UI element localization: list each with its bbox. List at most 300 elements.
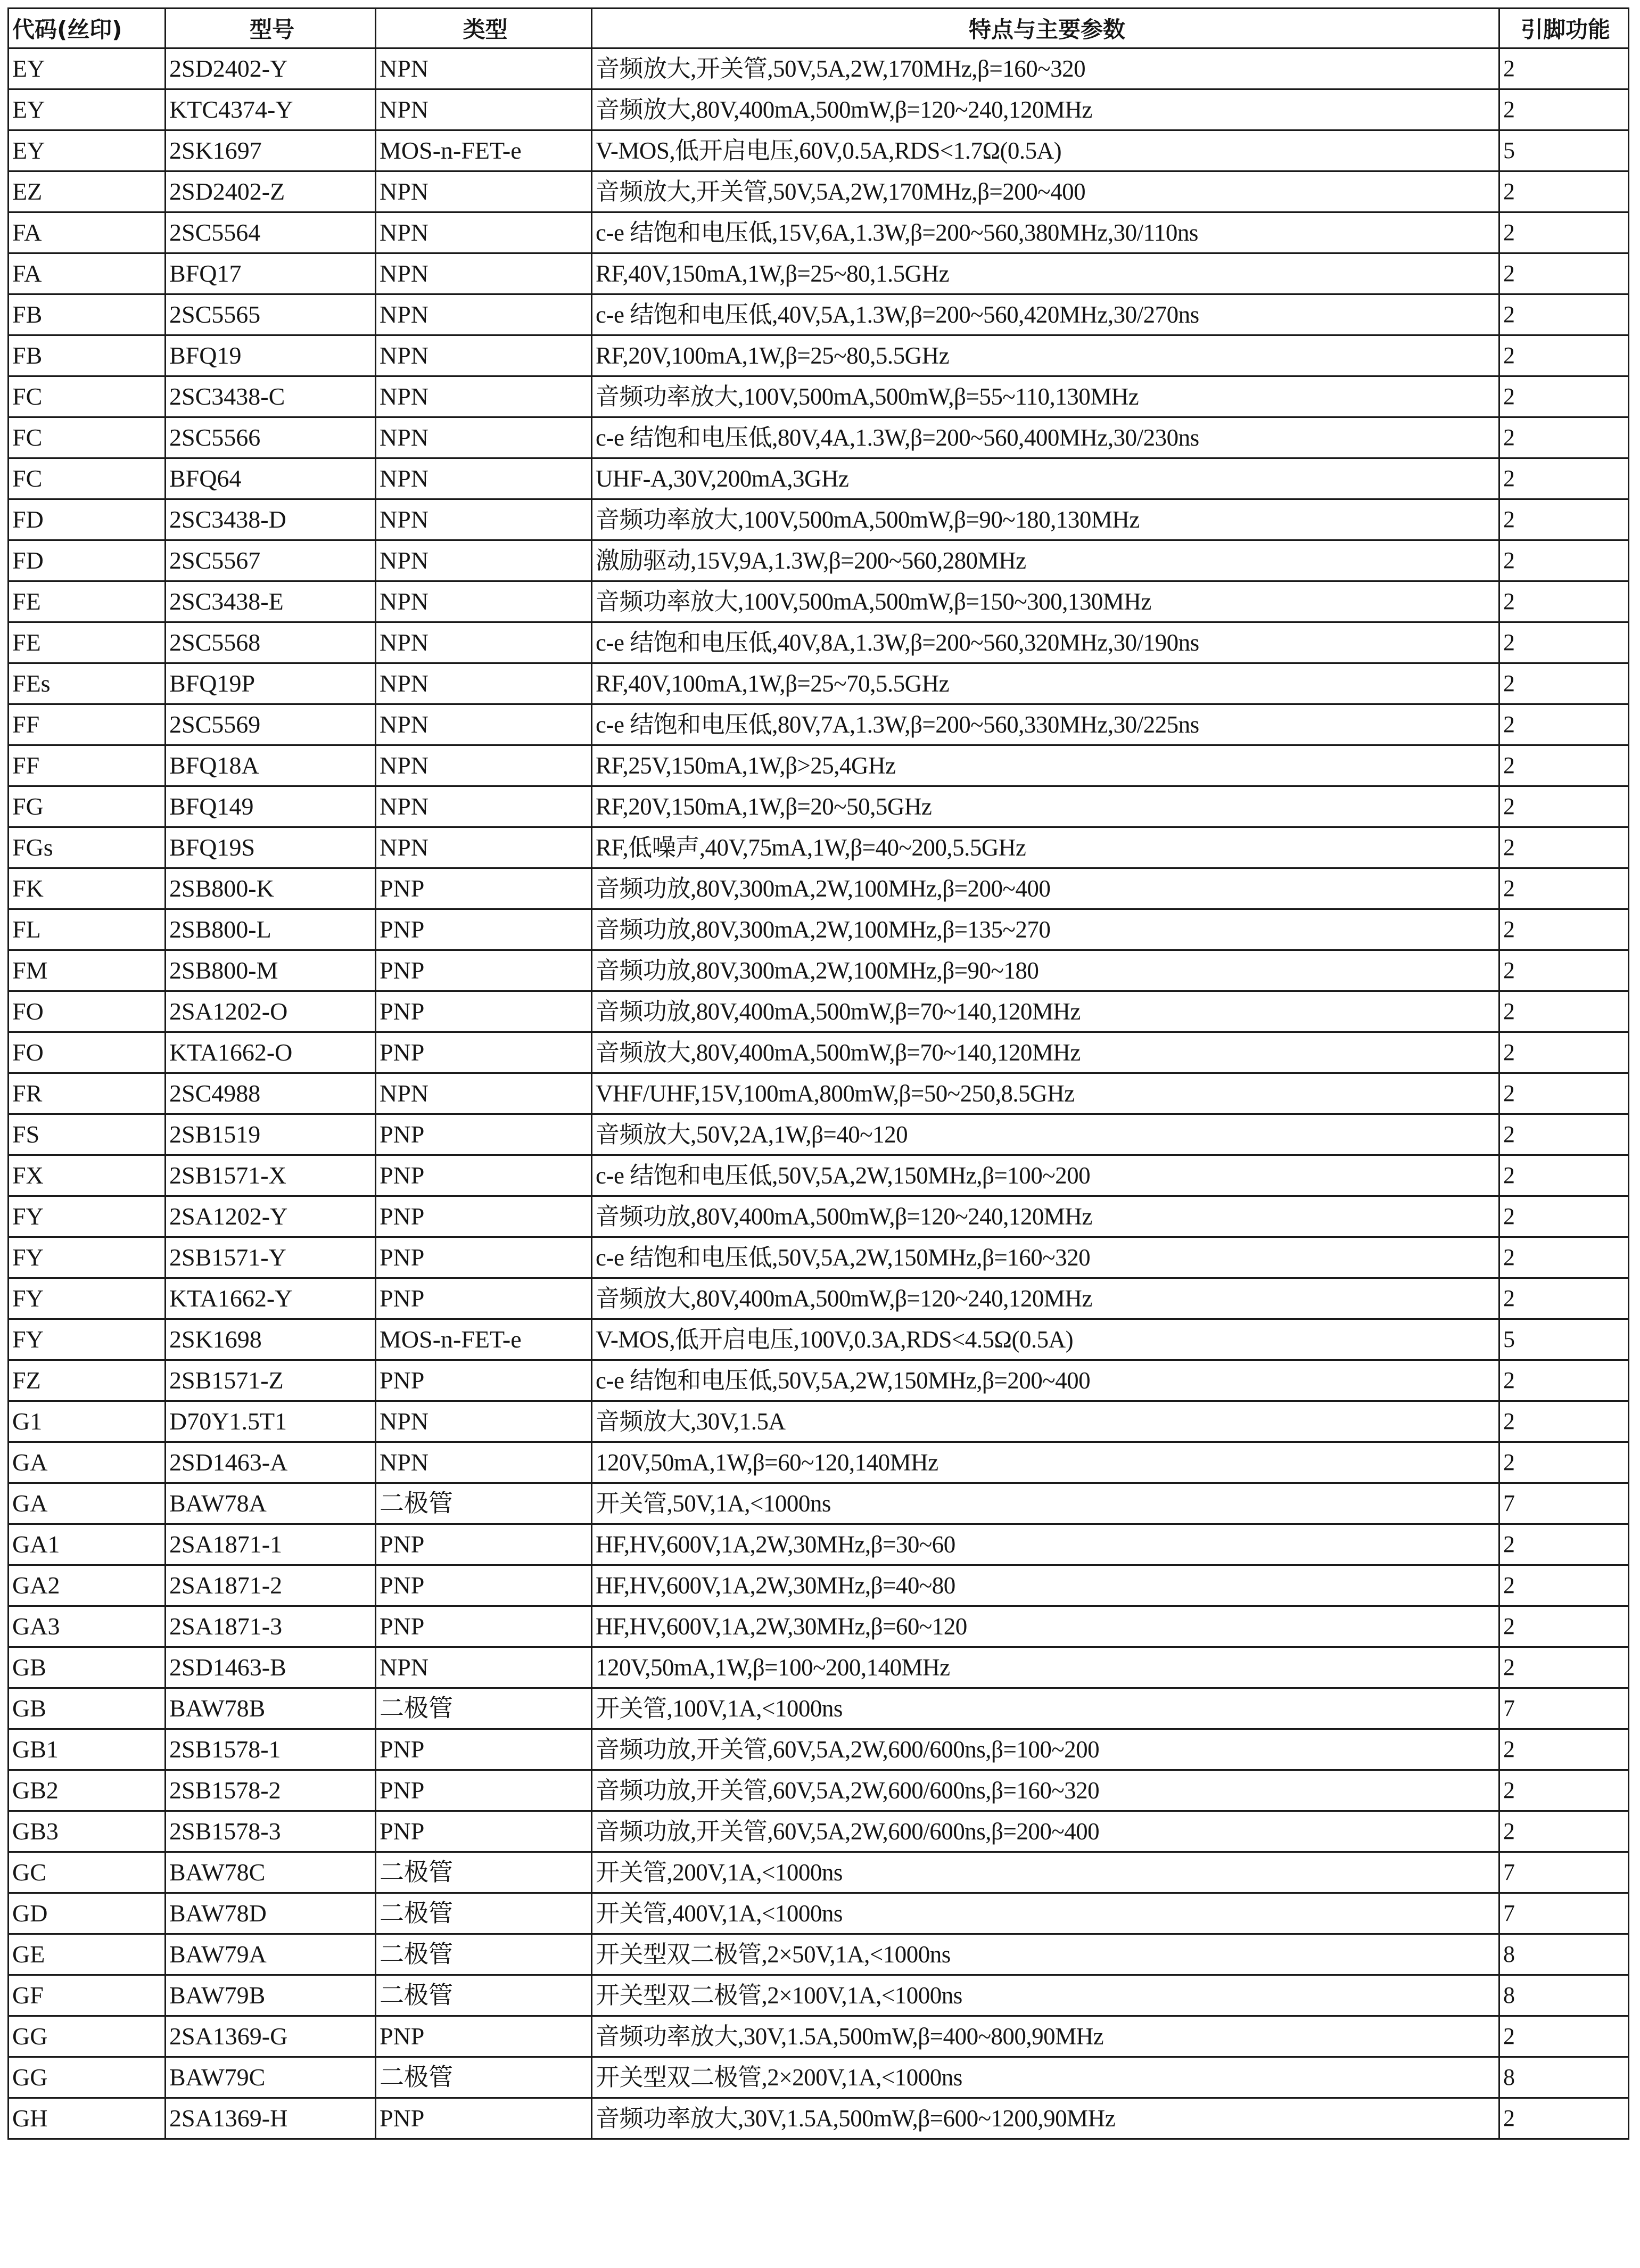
- cell-model: KTC4374-Y: [166, 89, 376, 130]
- cell-pin: 2: [1499, 1606, 1629, 1647]
- cell-spec: 音频放大,开关管,50V,5A,2W,170MHz,β=200~400: [592, 171, 1499, 212]
- cell-code: FB: [9, 294, 166, 335]
- cell-code: FC: [9, 376, 166, 417]
- cell-code: FY: [9, 1319, 166, 1360]
- cell-code: FF: [9, 704, 166, 745]
- table-row: [9, 1975, 1629, 2016]
- cell-model: BAW78B: [166, 1688, 376, 1729]
- cell-code: GE: [9, 1934, 166, 1975]
- cell-type: NPN: [376, 212, 592, 253]
- cell-code: FEs: [9, 663, 166, 704]
- cell-pin: 2: [1499, 1565, 1629, 1606]
- cell-code: GA1: [9, 1524, 166, 1565]
- cell-model: KTA1662-O: [166, 1032, 376, 1073]
- cell-code: G1: [9, 1401, 166, 1442]
- cell-type: PNP: [376, 1155, 592, 1196]
- cell-spec: 音频功放,80V,400mA,500mW,β=120~240,120MHz: [592, 1196, 1499, 1237]
- cell-pin: 7: [1499, 1688, 1629, 1729]
- cell-model: 2SC5569: [166, 704, 376, 745]
- cell-code: FGs: [9, 827, 166, 868]
- cell-code: FX: [9, 1155, 166, 1196]
- cell-pin: 2: [1499, 868, 1629, 909]
- cell-type: NPN: [376, 704, 592, 745]
- cell-model: BAW79C: [166, 2057, 376, 2098]
- cell-code: EZ: [9, 171, 166, 212]
- table-row: [9, 2016, 1629, 2057]
- table-header-row: [9, 9, 1629, 48]
- cell-pin: 2: [1499, 1401, 1629, 1442]
- cell-type: PNP: [376, 1278, 592, 1319]
- cell-model: 2SA1871-2: [166, 1565, 376, 1606]
- cell-type: NPN: [376, 540, 592, 581]
- table-row: [9, 827, 1629, 868]
- table-row: [9, 130, 1629, 171]
- cell-model: 2SC5566: [166, 417, 376, 458]
- cell-spec: c-e 结饱和电压低,50V,5A,2W,150MHz,β=100~200: [592, 1155, 1499, 1196]
- cell-pin: 2: [1499, 1811, 1629, 1852]
- table-row: [9, 1893, 1629, 1934]
- cell-pin: 2: [1499, 294, 1629, 335]
- cell-spec: 激励驱动,15V,9A,1.3W,β=200~560,280MHz: [592, 540, 1499, 581]
- cell-model: BFQ19P: [166, 663, 376, 704]
- cell-code: FL: [9, 909, 166, 950]
- cell-model: 2SC5565: [166, 294, 376, 335]
- cell-pin: 2: [1499, 48, 1629, 89]
- cell-model: BFQ149: [166, 786, 376, 827]
- cell-code: FK: [9, 868, 166, 909]
- cell-model: 2SB1578-3: [166, 1811, 376, 1852]
- cell-code: EY: [9, 130, 166, 171]
- cell-type: PNP: [376, 1114, 592, 1155]
- cell-type: PNP: [376, 1196, 592, 1237]
- header-type: 类型: [376, 9, 592, 48]
- cell-model: 2SK1697: [166, 130, 376, 171]
- cell-spec: 音频放大,50V,2A,1W,β=40~120: [592, 1114, 1499, 1155]
- cell-code: GC: [9, 1852, 166, 1893]
- cell-model: BAW78C: [166, 1852, 376, 1893]
- cell-type: 二极管: [376, 1483, 592, 1524]
- cell-pin: 8: [1499, 2057, 1629, 2098]
- cell-spec: 开关管,50V,1A,<1000ns: [592, 1483, 1499, 1524]
- cell-pin: 2: [1499, 786, 1629, 827]
- cell-type: PNP: [376, 1729, 592, 1770]
- cell-model: 2SB800-L: [166, 909, 376, 950]
- cell-model: 2SC3438-D: [166, 499, 376, 540]
- cell-pin: 8: [1499, 1934, 1629, 1975]
- cell-type: NPN: [376, 335, 592, 376]
- cell-code: FY: [9, 1196, 166, 1237]
- cell-type: 二极管: [376, 1688, 592, 1729]
- header-pin: 引脚功能: [1499, 9, 1629, 48]
- cell-type: NPN: [376, 1647, 592, 1688]
- table-row: [9, 1852, 1629, 1893]
- cell-spec: V-MOS,低开启电压,100V,0.3A,RDS<4.5Ω(0.5A): [592, 1319, 1499, 1360]
- cell-code: GF: [9, 1975, 166, 2016]
- table-row: [9, 622, 1629, 663]
- cell-type: PNP: [376, 1360, 592, 1401]
- cell-spec: 音频功放,开关管,60V,5A,2W,600/600ns,β=100~200: [592, 1729, 1499, 1770]
- cell-model: KTA1662-Y: [166, 1278, 376, 1319]
- cell-code: FZ: [9, 1360, 166, 1401]
- table-row: [9, 294, 1629, 335]
- cell-spec: 开关管,400V,1A,<1000ns: [592, 1893, 1499, 1934]
- cell-pin: 2: [1499, 663, 1629, 704]
- cell-pin: 2: [1499, 1647, 1629, 1688]
- cell-pin: 2: [1499, 581, 1629, 622]
- cell-type: NPN: [376, 1401, 592, 1442]
- cell-type: NPN: [376, 294, 592, 335]
- cell-type: NPN: [376, 1442, 592, 1483]
- cell-pin: 2: [1499, 1524, 1629, 1565]
- cell-type: PNP: [376, 1524, 592, 1565]
- cell-type: NPN: [376, 663, 592, 704]
- component-marking-table: [7, 7, 1629, 2140]
- cell-type: PNP: [376, 1606, 592, 1647]
- cell-spec: 音频功率放大,100V,500mA,500mW,β=150~300,130MHz: [592, 581, 1499, 622]
- cell-spec: 音频功放,80V,400mA,500mW,β=70~140,120MHz: [592, 991, 1499, 1032]
- cell-code: FG: [9, 786, 166, 827]
- cell-code: FB: [9, 335, 166, 376]
- cell-spec: 音频放大,80V,400mA,500mW,β=120~240,120MHz: [592, 1278, 1499, 1319]
- table-row: [9, 1114, 1629, 1155]
- table-row: [9, 1360, 1629, 1401]
- cell-type: 二极管: [376, 1852, 592, 1893]
- cell-type: 二极管: [376, 1893, 592, 1934]
- cell-model: 2SD2402-Z: [166, 171, 376, 212]
- table-row: [9, 909, 1629, 950]
- cell-pin: 2: [1499, 1360, 1629, 1401]
- cell-code: GA3: [9, 1606, 166, 1647]
- cell-spec: RF,20V,150mA,1W,β=20~50,5GHz: [592, 786, 1499, 827]
- cell-code: FA: [9, 212, 166, 253]
- table-row: [9, 171, 1629, 212]
- cell-type: PNP: [376, 2098, 592, 2139]
- cell-code: GA2: [9, 1565, 166, 1606]
- table-row: [9, 581, 1629, 622]
- cell-spec: 音频功率放大,100V,500mA,500mW,β=55~110,130MHz: [592, 376, 1499, 417]
- table-row: [9, 1073, 1629, 1114]
- cell-type: NPN: [376, 581, 592, 622]
- cell-type: MOS-n-FET-e: [376, 1319, 592, 1360]
- cell-spec: RF,40V,150mA,1W,β=25~80,1.5GHz: [592, 253, 1499, 294]
- cell-spec: 音频功放,80V,300mA,2W,100MHz,β=90~180: [592, 950, 1499, 991]
- cell-type: NPN: [376, 376, 592, 417]
- table-row: [9, 1442, 1629, 1483]
- cell-code: GH: [9, 2098, 166, 2139]
- cell-pin: 2: [1499, 1196, 1629, 1237]
- cell-code: FD: [9, 540, 166, 581]
- cell-type: NPN: [376, 499, 592, 540]
- cell-model: 2SB1571-Z: [166, 1360, 376, 1401]
- cell-spec: 音频放大,80V,400mA,500mW,β=120~240,120MHz: [592, 89, 1499, 130]
- cell-model: 2SK1698: [166, 1319, 376, 1360]
- cell-code: FO: [9, 1032, 166, 1073]
- cell-pin: 2: [1499, 253, 1629, 294]
- cell-pin: 2: [1499, 2016, 1629, 2057]
- cell-pin: 2: [1499, 499, 1629, 540]
- cell-pin: 2: [1499, 458, 1629, 499]
- cell-pin: 2: [1499, 376, 1629, 417]
- cell-type: PNP: [376, 1811, 592, 1852]
- cell-type: PNP: [376, 1565, 592, 1606]
- cell-spec: c-e 结饱和电压低,40V,8A,1.3W,β=200~560,320MHz,30/190ns: [592, 622, 1499, 663]
- cell-code: GD: [9, 1893, 166, 1934]
- cell-pin: 2: [1499, 1032, 1629, 1073]
- cell-model: 2SB1571-X: [166, 1155, 376, 1196]
- cell-pin: 2: [1499, 909, 1629, 950]
- table-row: [9, 335, 1629, 376]
- cell-model: 2SC5564: [166, 212, 376, 253]
- cell-pin: 7: [1499, 1852, 1629, 1893]
- table-row: [9, 89, 1629, 130]
- cell-code: GB1: [9, 1729, 166, 1770]
- cell-spec: V-MOS,低开启电压,60V,0.5A,RDS<1.7Ω(0.5A): [592, 130, 1499, 171]
- table-row: [9, 2057, 1629, 2098]
- table-row: [9, 950, 1629, 991]
- table-row: [9, 1155, 1629, 1196]
- cell-spec: UHF-A,30V,200mA,3GHz: [592, 458, 1499, 499]
- cell-type: NPN: [376, 417, 592, 458]
- cell-spec: c-e 结饱和电压低,15V,6A,1.3W,β=200~560,380MHz,30/110ns: [592, 212, 1499, 253]
- cell-pin: 5: [1499, 130, 1629, 171]
- cell-code: GG: [9, 2057, 166, 2098]
- cell-code: GB2: [9, 1770, 166, 1811]
- cell-model: BFQ17: [166, 253, 376, 294]
- cell-spec: 音频功率放大,30V,1.5A,500mW,β=400~800,90MHz: [592, 2016, 1499, 2057]
- cell-model: 2SA1871-3: [166, 1606, 376, 1647]
- cell-type: NPN: [376, 48, 592, 89]
- cell-type: PNP: [376, 868, 592, 909]
- cell-model: 2SC3438-E: [166, 581, 376, 622]
- cell-spec: RF,40V,100mA,1W,β=25~70,5.5GHz: [592, 663, 1499, 704]
- cell-spec: 音频放大,80V,400mA,500mW,β=70~140,120MHz: [592, 1032, 1499, 1073]
- cell-type: 二极管: [376, 2057, 592, 2098]
- cell-model: 2SD2402-Y: [166, 48, 376, 89]
- cell-code: FC: [9, 458, 166, 499]
- cell-type: NPN: [376, 622, 592, 663]
- table-row: [9, 786, 1629, 827]
- table-row: [9, 253, 1629, 294]
- cell-type: NPN: [376, 171, 592, 212]
- cell-model: BAW79A: [166, 1934, 376, 1975]
- cell-code: GG: [9, 2016, 166, 2057]
- table-row: [9, 1278, 1629, 1319]
- cell-pin: 2: [1499, 991, 1629, 1032]
- cell-pin: 7: [1499, 1483, 1629, 1524]
- cell-spec: 音频功放,80V,300mA,2W,100MHz,β=135~270: [592, 909, 1499, 950]
- cell-model: 2SC4988: [166, 1073, 376, 1114]
- cell-code: FR: [9, 1073, 166, 1114]
- table-row: [9, 868, 1629, 909]
- cell-pin: 2: [1499, 827, 1629, 868]
- cell-spec: c-e 结饱和电压低,50V,5A,2W,150MHz,β=200~400: [592, 1360, 1499, 1401]
- cell-code: EY: [9, 89, 166, 130]
- table-row: [9, 1565, 1629, 1606]
- table-row: [9, 2098, 1629, 2139]
- cell-type: PNP: [376, 909, 592, 950]
- cell-spec: 音频功放,80V,300mA,2W,100MHz,β=200~400: [592, 868, 1499, 909]
- cell-model: 2SB1578-2: [166, 1770, 376, 1811]
- cell-type: NPN: [376, 458, 592, 499]
- cell-pin: 2: [1499, 745, 1629, 786]
- table-row: [9, 212, 1629, 253]
- cell-pin: 2: [1499, 1729, 1629, 1770]
- table-row: [9, 1606, 1629, 1647]
- table-row: [9, 1196, 1629, 1237]
- cell-code: FM: [9, 950, 166, 991]
- cell-type: NPN: [376, 253, 592, 294]
- cell-pin: 2: [1499, 1770, 1629, 1811]
- cell-model: 2SB1578-1: [166, 1729, 376, 1770]
- cell-code: FS: [9, 1114, 166, 1155]
- cell-spec: HF,HV,600V,1A,2W,30MHz,β=60~120: [592, 1606, 1499, 1647]
- cell-pin: 2: [1499, 1278, 1629, 1319]
- header-spec: 特点与主要参数: [592, 9, 1499, 48]
- cell-model: 2SC5568: [166, 622, 376, 663]
- cell-pin: 2: [1499, 212, 1629, 253]
- cell-spec: RF,20V,100mA,1W,β=25~80,5.5GHz: [592, 335, 1499, 376]
- cell-pin: 2: [1499, 1237, 1629, 1278]
- cell-code: GA: [9, 1483, 166, 1524]
- table-row: [9, 417, 1629, 458]
- cell-spec: c-e 结饱和电压低,80V,7A,1.3W,β=200~560,330MHz,30/225ns: [592, 704, 1499, 745]
- cell-model: BAW78A: [166, 1483, 376, 1524]
- cell-model: 2SC3438-C: [166, 376, 376, 417]
- cell-code: FE: [9, 622, 166, 663]
- cell-pin: 2: [1499, 1155, 1629, 1196]
- cell-spec: 音频功率放大,100V,500mA,500mW,β=90~180,130MHz: [592, 499, 1499, 540]
- cell-spec: 音频功率放大,30V,1.5A,500mW,β=600~1200,90MHz: [592, 2098, 1499, 2139]
- table-row: [9, 376, 1629, 417]
- table-row: [9, 1401, 1629, 1442]
- cell-model: 2SC5567: [166, 540, 376, 581]
- table-row: [9, 663, 1629, 704]
- cell-spec: 音频放大,30V,1.5A: [592, 1401, 1499, 1442]
- cell-code: FA: [9, 253, 166, 294]
- cell-model: BFQ19: [166, 335, 376, 376]
- cell-code: FO: [9, 991, 166, 1032]
- cell-spec: 音频功放,开关管,60V,5A,2W,600/600ns,β=200~400: [592, 1811, 1499, 1852]
- cell-model: 2SB1571-Y: [166, 1237, 376, 1278]
- cell-spec: 120V,50mA,1W,β=100~200,140MHz: [592, 1647, 1499, 1688]
- cell-model: 2SD1463-A: [166, 1442, 376, 1483]
- cell-spec: 开关型双二极管,2×50V,1A,<1000ns: [592, 1934, 1499, 1975]
- cell-code: EY: [9, 48, 166, 89]
- cell-pin: 2: [1499, 417, 1629, 458]
- table-row: [9, 991, 1629, 1032]
- cell-model: BAW79B: [166, 1975, 376, 2016]
- cell-spec: HF,HV,600V,1A,2W,30MHz,β=30~60: [592, 1524, 1499, 1565]
- cell-spec: HF,HV,600V,1A,2W,30MHz,β=40~80: [592, 1565, 1499, 1606]
- cell-code: GB: [9, 1647, 166, 1688]
- cell-pin: 7: [1499, 1893, 1629, 1934]
- cell-spec: 120V,50mA,1W,β=60~120,140MHz: [592, 1442, 1499, 1483]
- cell-pin: 2: [1499, 540, 1629, 581]
- cell-type: NPN: [376, 745, 592, 786]
- cell-pin: 2: [1499, 950, 1629, 991]
- cell-type: 二极管: [376, 1975, 592, 2016]
- cell-model: 2SA1202-O: [166, 991, 376, 1032]
- cell-spec: c-e 结饱和电压低,50V,5A,2W,150MHz,β=160~320: [592, 1237, 1499, 1278]
- header-model: 型号: [166, 9, 376, 48]
- cell-pin: 2: [1499, 704, 1629, 745]
- table-row: [9, 1237, 1629, 1278]
- cell-code: FE: [9, 581, 166, 622]
- cell-model: BFQ18A: [166, 745, 376, 786]
- cell-type: PNP: [376, 950, 592, 991]
- cell-spec: 开关管,100V,1A,<1000ns: [592, 1688, 1499, 1729]
- cell-model: D70Y1.5T1: [166, 1401, 376, 1442]
- cell-type: PNP: [376, 1032, 592, 1073]
- table-row: [9, 745, 1629, 786]
- cell-model: BFQ64: [166, 458, 376, 499]
- table-row: [9, 1032, 1629, 1073]
- cell-spec: c-e 结饱和电压低,80V,4A,1.3W,β=200~560,400MHz,30/230ns: [592, 417, 1499, 458]
- table-row: [9, 1483, 1629, 1524]
- table-body: [9, 48, 1629, 2139]
- cell-spec: RF,25V,150mA,1W,β>25,4GHz: [592, 745, 1499, 786]
- cell-spec: VHF/UHF,15V,100mA,800mW,β=50~250,8.5GHz: [592, 1073, 1499, 1114]
- cell-pin: 2: [1499, 622, 1629, 663]
- cell-pin: 2: [1499, 171, 1629, 212]
- table-row: [9, 1811, 1629, 1852]
- cell-code: FC: [9, 417, 166, 458]
- cell-spec: 开关型双二极管,2×200V,1A,<1000ns: [592, 2057, 1499, 2098]
- cell-code: GB: [9, 1688, 166, 1729]
- cell-pin: 2: [1499, 335, 1629, 376]
- table-row: [9, 704, 1629, 745]
- cell-type: PNP: [376, 991, 592, 1032]
- table-row: [9, 1934, 1629, 1975]
- cell-model: 2SD1463-B: [166, 1647, 376, 1688]
- cell-model: 2SB800-M: [166, 950, 376, 991]
- cell-pin: 2: [1499, 89, 1629, 130]
- cell-spec: RF,低噪声,40V,75mA,1W,β=40~200,5.5GHz: [592, 827, 1499, 868]
- cell-code: FY: [9, 1278, 166, 1319]
- cell-type: 二极管: [376, 1934, 592, 1975]
- cell-model: BAW78D: [166, 1893, 376, 1934]
- cell-model: 2SA1369-G: [166, 2016, 376, 2057]
- cell-pin: 2: [1499, 1442, 1629, 1483]
- cell-code: FF: [9, 745, 166, 786]
- cell-type: PNP: [376, 1237, 592, 1278]
- cell-type: PNP: [376, 2016, 592, 2057]
- table-row: [9, 1729, 1629, 1770]
- table-row: [9, 499, 1629, 540]
- cell-type: NPN: [376, 1073, 592, 1114]
- cell-type: NPN: [376, 786, 592, 827]
- cell-code: GA: [9, 1442, 166, 1483]
- cell-spec: 音频功放,开关管,60V,5A,2W,600/600ns,β=160~320: [592, 1770, 1499, 1811]
- cell-pin: 2: [1499, 1114, 1629, 1155]
- cell-model: 2SA1871-1: [166, 1524, 376, 1565]
- cell-pin: 2: [1499, 1073, 1629, 1114]
- cell-type: MOS-n-FET-e: [376, 130, 592, 171]
- cell-pin: 5: [1499, 1319, 1629, 1360]
- table-row: [9, 1319, 1629, 1360]
- cell-type: NPN: [376, 89, 592, 130]
- table-row: [9, 540, 1629, 581]
- cell-model: 2SA1202-Y: [166, 1196, 376, 1237]
- table-row: [9, 1647, 1629, 1688]
- cell-spec: 开关管,200V,1A,<1000ns: [592, 1852, 1499, 1893]
- cell-model: 2SB1519: [166, 1114, 376, 1155]
- cell-type: NPN: [376, 827, 592, 868]
- cell-model: 2SB800-K: [166, 868, 376, 909]
- cell-type: PNP: [376, 1770, 592, 1811]
- cell-pin: 8: [1499, 1975, 1629, 2016]
- cell-code: FY: [9, 1237, 166, 1278]
